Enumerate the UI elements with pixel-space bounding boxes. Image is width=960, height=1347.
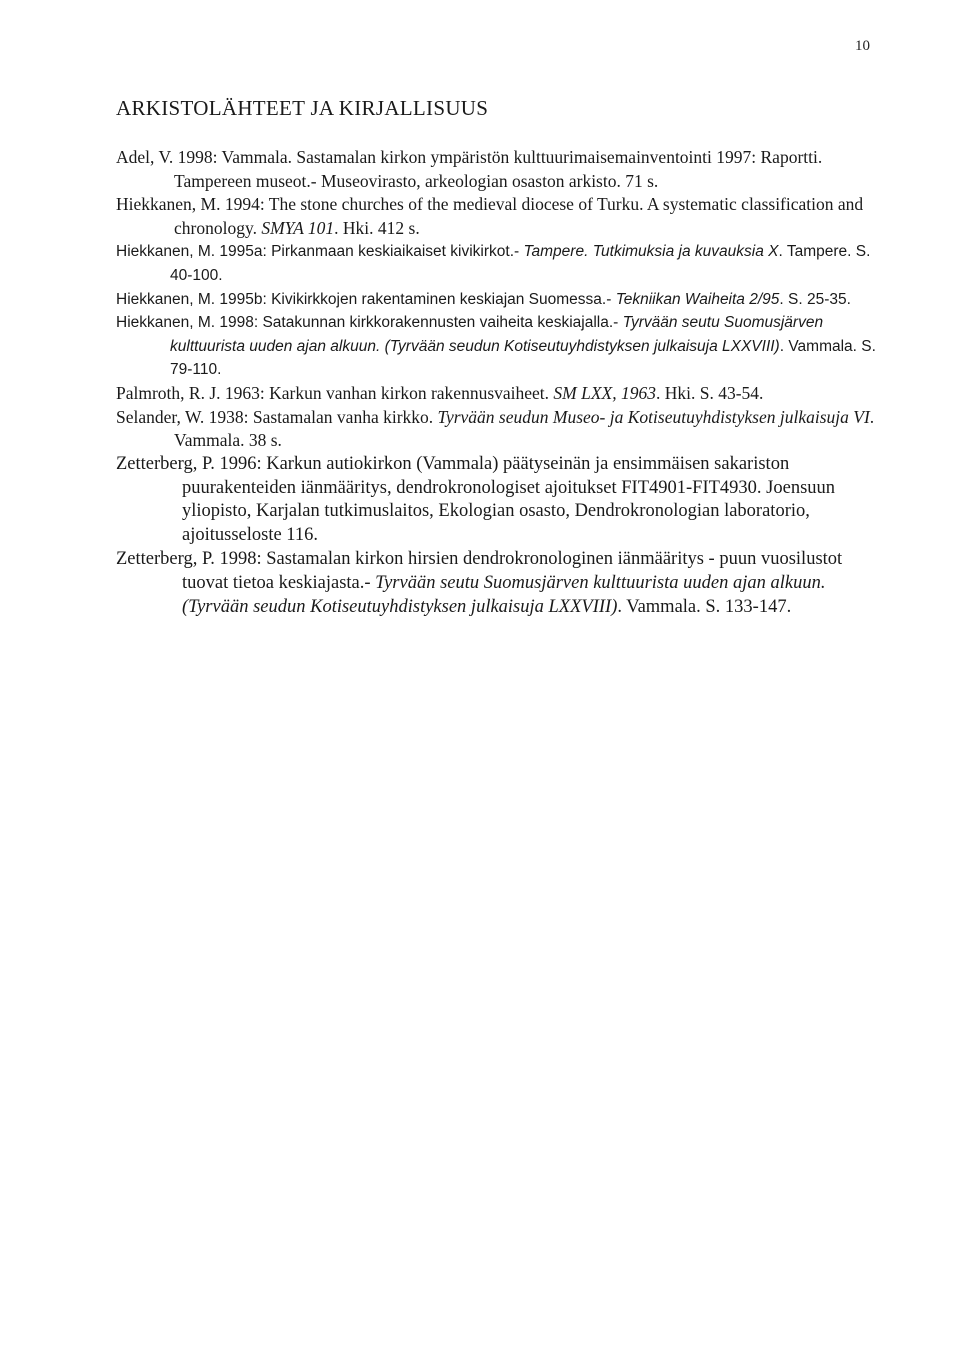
reference-title-italic: Tyrvään seutu Suomusjärven kulttuurista uuden ajan alkuun. (Tyrvään seudun Kotiseutuyhdistyksen julkaisuja LXXVIII) xyxy=(182,572,826,617)
reference-text: . Vammala. S. 79-110. xyxy=(170,337,876,379)
reference-text: . Hki. S. 43-54. xyxy=(656,382,764,403)
reference-title-italic: Tekniikan Waiheita 2/95 xyxy=(615,290,780,308)
reference-text: Palmroth, R. J. 1963: Karkun vanhan kirkon rakennusvaiheet. xyxy=(116,382,554,403)
reference-title-italic: SM LXX, 1963 xyxy=(553,382,656,403)
reference-text: . Vammala. S. 133-147. xyxy=(617,596,792,617)
reference-list xyxy=(116,146,886,619)
reference-text: Zetterberg, P. 1998: Sastamalan kirkon hirsien dendrokronologinen iänmääritys - puun vuosilustot tuovat tietoa keskiajasta.- xyxy=(116,548,843,593)
reference-text: Hiekkanen, M. 1995a: Pirkanmaan keskiaikaiset kivikirkot.- xyxy=(116,243,524,261)
reference-text: Hiekkanen, M. 1994: The stone churches of the medieval diocese of Turku. A systematic classification and chronology. xyxy=(116,194,864,238)
reference-text: . S. 25-35. xyxy=(779,290,851,308)
section-heading: ARKISTOLÄHTEET JA KIRJALLISUUS xyxy=(116,96,489,120)
reference-text: Adel, V. 1998: Vammala. Sastamalan kirkon ympäristön kulttuurimaisemainventointi 1997: Raportti. Tampereen museot.- Museovirasto, arkeologian osaston arkisto. 71 s. xyxy=(116,147,823,191)
reference-text: Selander, W. 1938: Sastamalan vanha kirkko. xyxy=(116,406,438,427)
reference-text: Zetterberg, P. 1996: Karkun autiokirkon (Vammala) päätyseinän ja ensimmäisen sakariston puurakenteiden iänmääritys, dendrokronologiset ajoitukset FIT4901-FIT4930. Joensuun yliopisto, Karjalan tutkimuslaitos, Ekologian osasto, Dendrokronologian laboratorio, ajoitusseloste 116. xyxy=(116,453,836,546)
reference-entry xyxy=(116,193,886,240)
reference-title-italic: Tyrvään seutu Suomusjärven kulttuurista uuden ajan alkuun. (Tyrvään seudun Kotiseutuyhdistyksen julkaisuja LXXVIII) xyxy=(170,314,824,355)
reference-entry xyxy=(116,240,886,287)
reference-entry xyxy=(116,311,886,382)
reference-text: . Tampere. S. 40-100. xyxy=(170,243,871,284)
reference-text: Hiekkanen, M. 1995b: Kivikirkkojen rakentaminen keskiajan Suomessa.- xyxy=(116,290,616,308)
reference-entry xyxy=(116,288,886,312)
page-number: 10 xyxy=(855,38,870,54)
reference-entry xyxy=(116,548,886,619)
reference-title-italic: SMYA 101 xyxy=(261,217,335,238)
reference-title-italic: Tampere. Tutkimuksia ja kuvauksia X xyxy=(523,243,779,261)
reference-text: . Hki. 412 s. xyxy=(334,217,420,238)
reference-entry xyxy=(116,453,886,548)
reference-entry xyxy=(116,382,886,406)
reference-text: . Vammala. 38 s. xyxy=(174,406,875,451)
reference-text: Hiekkanen, M. 1998: Satakunnan kirkkorakennusten vaiheita keskiajalla.- xyxy=(116,314,623,332)
reference-title-italic: Tyrvään seudun Museo- ja Kotiseutuyhdistyksen julkaisuja VI xyxy=(437,406,870,427)
reference-entry xyxy=(116,146,886,193)
reference-entry xyxy=(116,406,886,453)
